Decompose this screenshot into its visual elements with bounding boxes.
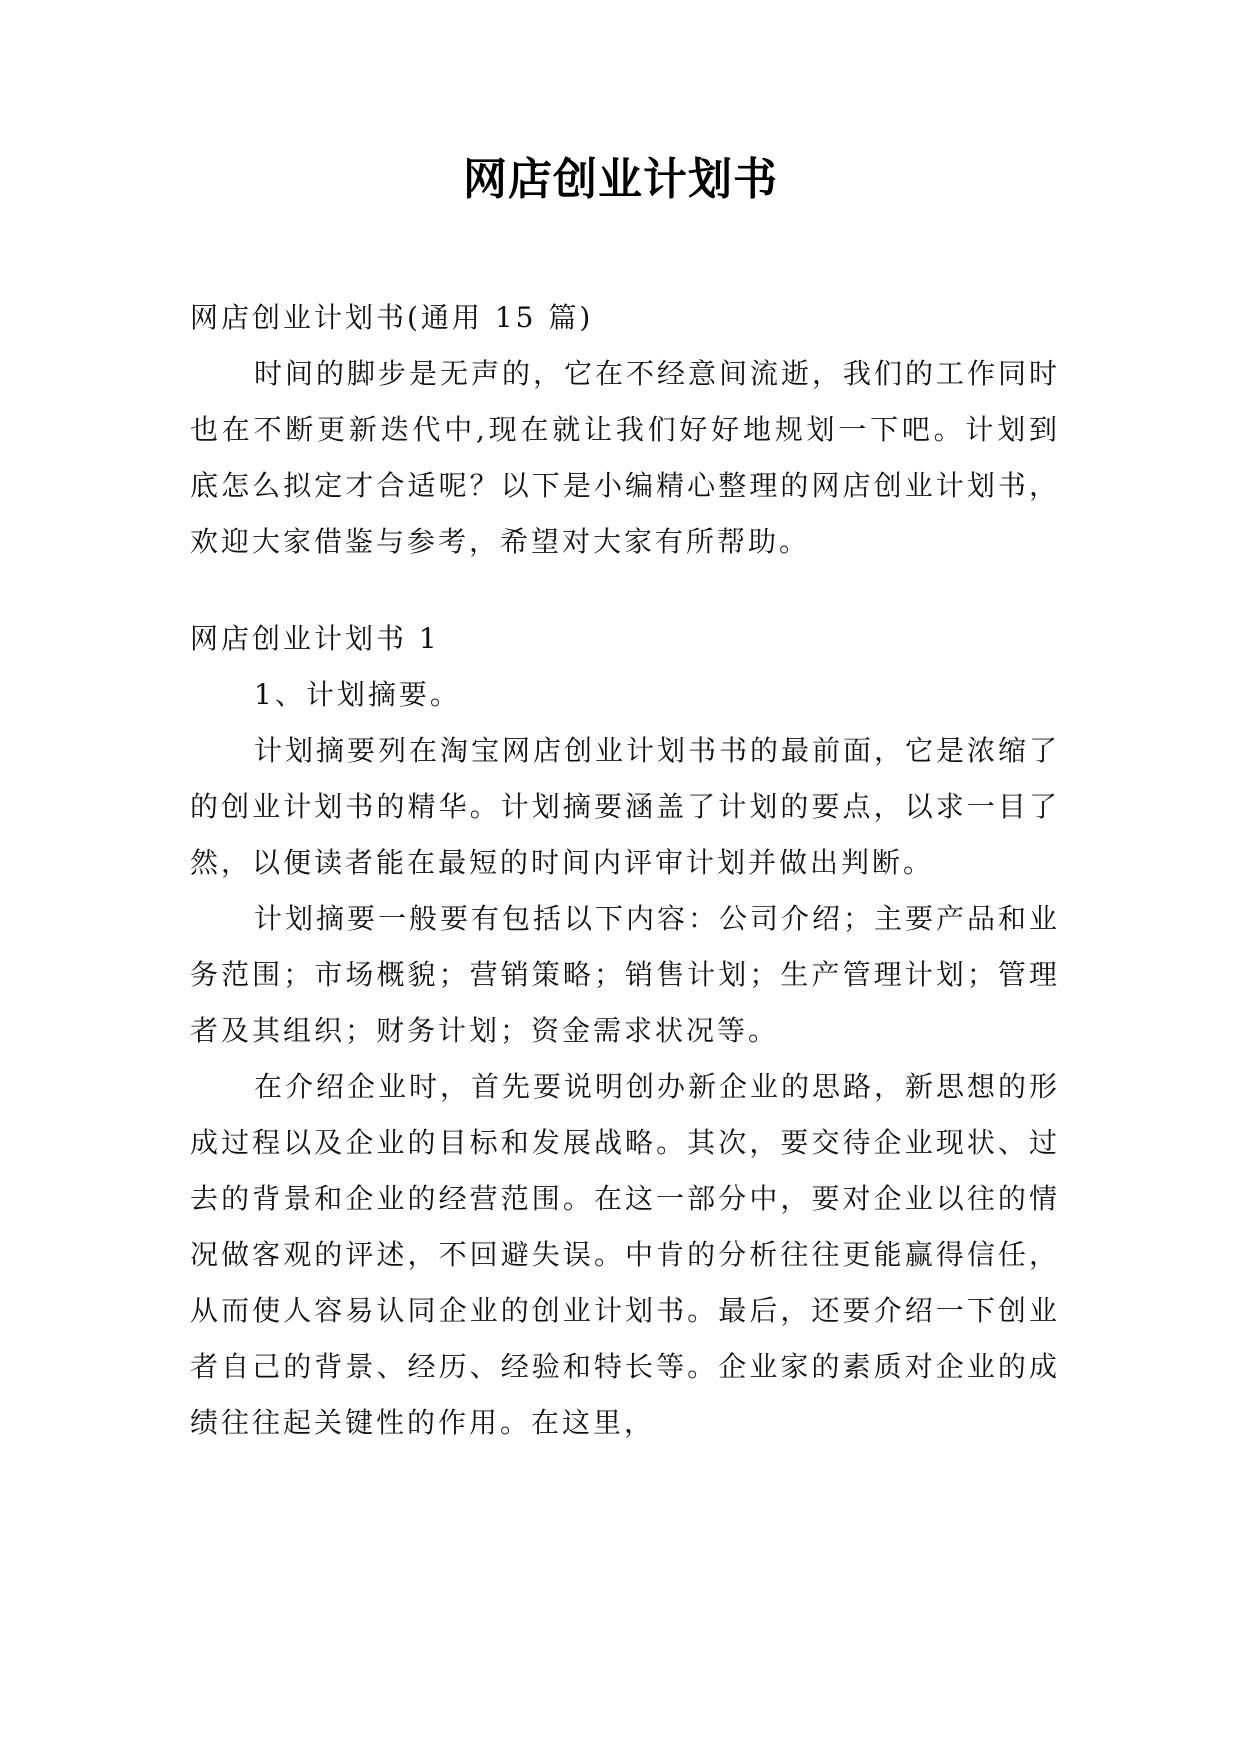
document-body: [190, 290, 1060, 1451]
item-heading: 1、计划摘要。: [254, 678, 461, 711]
section-heading: 网店创业计划书 1: [190, 622, 440, 655]
document-title: 网店创业计划书: [463, 154, 778, 205]
intro-paragraph: 时间的脚步是无声的，它在不经意间流逝，我们的工作同时也在不断更新迭代中,现在就让我们好好地规划一下吧。计划到底怎么拟定才合适呢？以下是小编精心整理的网店创业计划书，欢迎大家借鉴与参考，希望对大家有所帮助。: [190, 357, 1061, 558]
body-paragraph: 在介绍企业时，首先要说明创办新企业的思路，新思想的形成过程以及企业的目标和发展战略。其次，要交待企业现状、过去的背景和企业的经营范围。在这一部分中，要对企业以往的情况做客观的评述，不回避失误。中肯的分析往往更能赢得信任，从而使人容易认同企业的创业计划书。最后，还要介绍一下创业者自己的背景、经历、经验和特长等。企业家的素质对企业的成绩往往起关键性的作用。在这里，: [190, 1070, 1061, 1439]
body-paragraph: 计划摘要一般要有包括以下内容：公司介绍；主要产品和业务范围；市场概貌；营销策略；销售计划；生产管理计划；管理者及其组织；财务计划；资金需求状况等。: [190, 902, 1061, 1047]
body-paragraph: 计划摘要列在淘宝网店创业计划书书的最前面，它是浓缩了的创业计划书的精华。计划摘要涵盖了计划的要点，以求一目了然，以便读者能在最短的时间内评审计划并做出判断。: [190, 734, 1061, 879]
subtitle-paragraph: 网店创业计划书(通用 15 篇): [190, 301, 594, 334]
